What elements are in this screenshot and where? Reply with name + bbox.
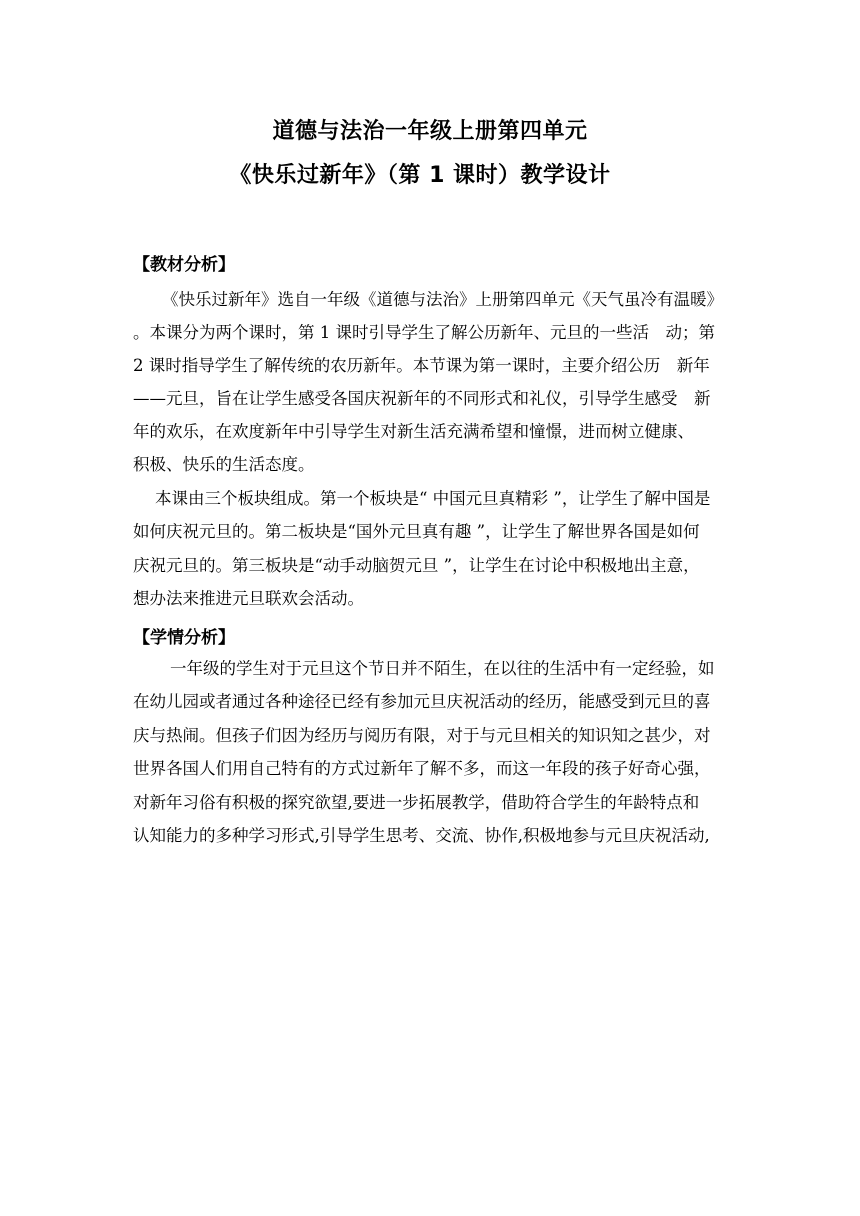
paragraph-line: 2 课时指导学生了解传统的农历新年。本节课为第一课时，主要介绍公历 新年	[133, 356, 710, 375]
paragraph-line: 本课由三个板块组成。第一个板块是“ 中国元旦真精彩 ”，让学生了解中国是	[155, 489, 711, 508]
document-subtitle: 《快乐过新年》（第 1 课时）教学设计	[229, 163, 611, 188]
paragraph-line: 积极、快乐的生活态度。	[133, 455, 315, 474]
paragraph-line: 认知能力的多种学习形式,引导学生思考、交流、协作,积极地参与元旦庆祝活动,	[133, 826, 710, 845]
paragraph-line: 在幼儿园或者通过各种途径已经有参加元旦庆祝活动的经历，能感受到元旦的喜	[133, 692, 711, 711]
paragraph-line: 庆祝元旦的。第三板块是“动手动脑贺元旦 ”，让学生在讨论中积极地出主意，	[133, 556, 700, 575]
paragraph-line: 一年级的学生对于元旦这个节日并不陌生，在以往的生活中有一定经验，如	[170, 659, 715, 678]
paragraph-line: ——元旦，旨在让学生感受各国庆祝新年的不同形式和礼仪，引导学生感受 新	[133, 389, 711, 408]
section-heading-textbook-analysis: 【教材分析】	[133, 255, 235, 275]
paragraph-line: 对新年习俗有积极的探究欲望,要进一步拓展教学，借助符合学生的年龄特点和	[133, 793, 700, 812]
paragraph-line: 世界各国人们用自己特有的方式过新年了解不多，而这一年段的孩子好奇心强，	[133, 759, 711, 778]
paragraph-line: 如何庆祝元旦的。第二板块是“国外元旦真有趣 ”，让学生了解世界各国是如何	[133, 522, 700, 541]
section-heading-learner-analysis: 【学情分析】	[133, 628, 235, 648]
document-title: 道德与法治一年级上册第四单元	[272, 119, 588, 144]
paragraph-line: 。本课分为两个课时，第 1 课时引导学生了解公历新年、元旦的一些活 动；第	[133, 323, 715, 342]
paragraph-line: 《快乐过新年》选自一年级《道德与法治》上册第四单元《天气虽冷有温暖》	[162, 290, 723, 309]
paragraph-line: 年的欢乐，在欢度新年中引导学生对新生活充满希望和憧憬，进而树立健康、	[133, 422, 694, 441]
paragraph-line: 庆与热闹。但孩子们因为经历与阅历有限，对于与元旦相关的知识知之甚少，对	[133, 726, 711, 745]
paragraph-line: 想办法来推进元旦联欢会活动。	[133, 589, 364, 608]
